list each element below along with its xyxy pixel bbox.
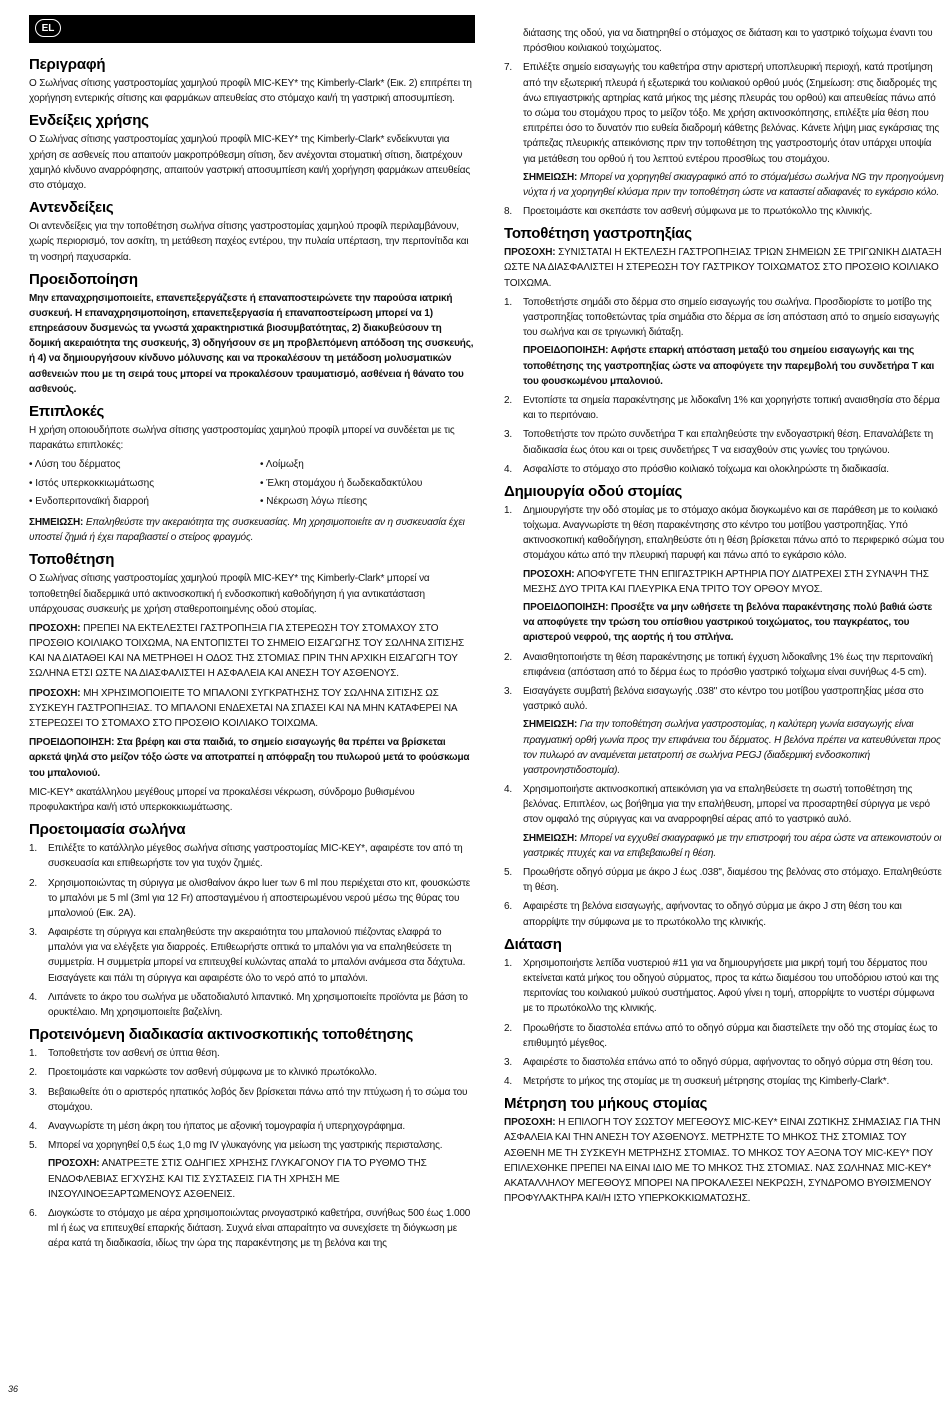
list-item <box>29 1138 475 1202</box>
item-number: 3. <box>504 685 513 697</box>
placement-warning <box>29 735 475 781</box>
item-number: 1. <box>504 296 513 308</box>
warning-text: Προσέξτε να μην ωθήσετε τη βελόνα παρακέντησης πολύ βαθιά ώστε να αποφύγετε την τρώση του οπίσθιου γαστρικού τοιχώματος, του παγκρέατος, του αριστερού νεφρού, της αορτής ή του σπλήνα. <box>523 602 933 644</box>
item-text: Προετοιμάστε και ναρκώστε τον ασθενή σύμφωνα με το κλινικό πρωτόκολλο. <box>48 1067 377 1079</box>
caution-text: ΣΥΝΙΣΤΑΤΑΙ Η ΕΚΤΕΛΕΣΗ ΓΑΣΤΡΟΠΗΞΙΑΣ ΤΡΙΩΝ ΣΗΜΕΙΩΝ ΣΕ ΤΡΙΓΩΝΙΚΗ ΔΙΑΤΑΞΗ ΩΣΤΕ ΝΑ ΔΙΑΣΦΑΛΙΣΤΕΙ Η ΣΤΕΡΕΩΣΗ ΤΟΥ ΓΑΣΤΡΙΚΟΥ ΤΟΙΧΩΜΑΤΟΣ ΣΤΟ ΠΡΟΣΘΙΟ ΚΟΙΛΙΑΚΟ ΤΟΙΧΩΜΑ. <box>504 247 942 289</box>
left-column <box>29 50 475 1255</box>
item-text: Τοποθετήστε σημάδι στο δέρμα στο σημείο εισαγωγής του σωλήνα. Προσδιορίστε το μοτίβο της γαστροπηξίας τοποθετώντας τρία σημάδια στο δέρμα σε ίση απόσταση από το σημείο εισαγωγής του σωλήνα και σε τριγωνική διάταξη. <box>523 296 940 339</box>
item-text: Επιλέξτε σημείο εισαγωγής του καθετήρα στην αριστερή υποπλευρική περιοχή, κατά προτίμηση από την εξωτερική πλευρά ή εξωτερικά του κοιλιακού ορθού μυός (Σημείωση: στις διαδρομές της άνω επιγαστρικής αρτηρίας κατά μήκος της μέσης πλευράς του ορθού) και απευθείας πάνω από το σώμα του στομάχου προς το μείζον τόξο. Με χρήση ακτινοσκόπησης, επιλέξτε μία θέση που επιτρέπει όσο το δυνατόν πιο ευθεία διαδρομή κάθετης βελόνας. Κάνετε λήψη μιας εγκάρσιας της τράπεζας πλευρικής απεικόνισης πριν την τοποθέτηση της γαστροστομής όταν υπάρχει υποψία για μετάθεση του ορθού ή του λεπτού εντέρου προσθίως του στομάχου. <box>523 62 940 165</box>
item-number: 8. <box>504 206 513 218</box>
note-text: Για την τοποθέτηση σωλήνα γαστροστομίας, η καλύτερη γωνία εισαγωγής είναι πραγματική ορθή γωνία προς την επιφάνεια του δέρματος. Η βελόνα πρέπει να κατευθύνεται προς τον πυλωρό αν αναμένεται μετατροπή σε σωλήνα PEGJ (διαδερμική ενδοσκοπική γαστρονηστιδοστομία). <box>523 719 941 776</box>
section-heading-complications: Επιπλοκές <box>29 403 105 420</box>
list-item <box>504 650 946 680</box>
item-number: 5. <box>29 1140 38 1152</box>
note-label: ΣΗΜΕΙΩΣΗ: <box>523 171 578 183</box>
warning-label: ΠΡΟΕΙΔΟΠΟΙΗΣΗ: <box>523 345 609 357</box>
caution-text: ΑΠΟΦΥΓΕΤΕ ΤΗΝ ΕΠΙΓΑΣΤΡΙΚΗ ΑΡΤΗΡΙΑ ΠΟΥ ΔΙΑΤΡΕΧΕΙ ΣΤΗ ΣΥΝΑΨΗ ΤΗΣ ΜΕΣΗΣ ΔΥΟ ΤΡΙΤΑ ΚΑΙ ΠΛΕΥΡΙΚΑ ΕΝΑ ΤΡΙΤΟ ΤΟΥ ΟΡΘΟΥ ΜΥΟΣ. <box>523 568 929 595</box>
list-item <box>504 393 946 423</box>
caution-label: ΠΡΟΣΟΧΗ: <box>504 1117 556 1129</box>
item-text: Επιλέξτε το κατάλληλο μέγεθος σωλήνα σίτισης γαστροστομίας MIC-KEY*, αφαιρέστε τον από τη συσκευασία και επιθεωρήστε τον για τυχόν ζημιές. <box>48 843 463 870</box>
item-number: 1. <box>504 504 513 516</box>
item-text: Τοποθετήστε τον πρώτο συνδετήρα Τ και επαληθεύστε την ενδογαστρική θέση. Επαναλάβετε τη διαδικασία έως ότου και οι τρεις συνδετήρες Τ να εισαχθούν στις γωνίες του τριγώνου. <box>523 429 934 456</box>
warning-text: Μην επαναχρησιμοποιείτε, επανεπεξεργάζεστε ή επαναποστειρώνετε την παρούσα ιατρική συσκευή. Η επαναχρησιμοποίηση, επανεπεξεργασία ή επαναποστείρωση μπορεί να 1) επηρεάσουν δυσμενώς τα γνωστά χαρακτηριστικά βιοσυμβατότητας, 2) διακυβεύσουν τη δομική ακεραιότητα της συσκευής, 3) οδηγήσουν σε μη προβλεπόμενη απόδοση της συσκευής, ή 4) να δημιουργήσουν κίνδυνο μόλυνσης και να προκαλέσουν τη μετάδοση μολυσματικών ασθενειών που με τη σειρά τους μπορεί να προκαλέσουν τραυματισμό, ασθένεια ή θάνατο του ασθενούς. <box>29 292 474 395</box>
placement-caution-2 <box>29 686 475 732</box>
list-item <box>29 841 475 871</box>
note-text: Μπορεί να εγχυθεί σκιαγραφικό με την επιστροφή του αέρα ώστε να απεικονιστούν οι γαστρικές πτυχές και να επιβεβαιωθεί η θέση. <box>523 832 942 859</box>
section-heading-warning: Προειδοποίηση <box>29 270 138 288</box>
item-number: 5. <box>504 867 513 878</box>
list-item <box>504 956 946 1017</box>
warning-label: ΠΡΟΕΙΔΟΠΟΙΗΣΗ: <box>29 737 115 749</box>
item-text: Αφαιρέστε το διαστολέα επάνω από το οδηγό σύρμα, αφήνοντας το οδηγό σύρμα στη θέση του. <box>523 1056 933 1068</box>
list-item <box>504 865 946 895</box>
section-heading-contraindications: Αντενδείξεις <box>29 199 114 217</box>
warning-label: ΠΡΟΕΙΔΟΠΟΙΗΣΗ: <box>523 602 609 613</box>
section-heading-description: Περιγραφή <box>29 56 106 73</box>
item-text: Αφαιρέστε τη βελόνα εισαγωγής, αφήνοντας το οδηγό σύρμα με άκρο J στη θέση του και απορρίψτε την σύμφωνα με το πρωτόκολλο της κλινικής. <box>523 901 902 928</box>
warning-text: Στα βρέφη και στα παιδιά, το σημείο εισαγωγής θα πρέπει να βρίσκεται αρκετά ψηλά στο μείζον τόξο ώστε να αποτραπεί η απόφραξη του πυλωρού μετά το φούσκωμα του μπαλονιού. <box>29 737 470 779</box>
item-number: 2. <box>29 1067 38 1079</box>
list-item <box>29 876 475 922</box>
section-heading-radiologic-procedure: Προτεινόμενη διαδικασία ακτινοσκοπικής τοποθέτησης <box>29 1026 414 1044</box>
stoma-tract-list <box>504 503 946 930</box>
note-label: ΣΗΜΕΙΩΣΗ: <box>523 719 578 731</box>
item-number: 6. <box>504 901 513 913</box>
item-number: 1. <box>29 1048 38 1060</box>
warning-block <box>523 343 946 389</box>
language-badge: EL <box>35 19 61 37</box>
item-number: 3. <box>29 1086 38 1098</box>
complications-intro: Η χρήση οποιουδήποτε σωλήνα σίτισης γαστροστομίας χαμηλού προφίλ μπορεί να συνδέεται με τις παρακάτω επιπλοκές: <box>29 425 455 452</box>
gastropexy-caution <box>504 245 946 291</box>
item-number: 7. <box>504 62 513 74</box>
list-item <box>504 427 946 457</box>
item-text: Χρησιμοποιήστε λεπίδα νυστεριού #11 για να δημιουργήσετε μια μικρή τομή του δέρματος που εκτείνεται κατά μήκος του οδηγού σύρματος, προς τα κάτω διαμέσου του υποδόριου ιστού και της περιτονίας του κοιλιακού μυϊκού συστήματος. Αφού γίνει η τομή, απορρίψτε το νυστέρι σύμφωνα με το πρωτόκολλο της κλινικής. <box>523 957 939 1015</box>
description-text: Ο Σωλήνας σίτισης γαστροστομίας χαμηλού προφίλ MIC-KEY* της Kimberly-Clark* (Εικ. 2) επιτρέπει τη χορήγηση εντερικής σίτισης και φαρμάκων απευθείας στο στόμαχο και/ή τη γαστρική αποσυμπίεση. <box>29 78 472 105</box>
caution-label: ΠΡΟΣΟΧΗ: <box>48 1158 100 1170</box>
placement-caution-1 <box>29 621 475 682</box>
note-label: ΣΗΜΕΙΩΣΗ: <box>29 516 84 528</box>
item-number: 3. <box>29 927 38 939</box>
list-item <box>504 1074 946 1089</box>
item-text: Χρησιμοποιήστε ακτινοσκοπική απεικόνιση για να επαληθεύσετε τη σωστή τοποθέτηση της βελόνας. Επιπλέον, ως βοήθημα για την επαλήθευση, μπορεί να προσαρτηθεί σύριγγα με νερό στον ομφαλό της σύριγγας και να αναρροφηθεί αέρας από το γαστρικό αυλό. <box>523 784 930 826</box>
item-text: Προωθήστε οδηγό σύρμα με άκρο J έως .038", διαμέσου της βελόνας στο στόμαχο. Επαληθεύστε τη θέση. <box>523 867 942 894</box>
item-text: Διογκώστε το στόμαχο με αέρα χρησιμοποιώντας ρινογαστρικό καθετήρα, συνήθως 500 έως 1.000 ml ή έως να επιτευχθεί επαρκής διάταση. Συχνά είναι απαραίτητο να συνεχίσετε τη διόγκωση με αέρα κατά τη διαδικασία, ιδίως την ώρα της παρακέντησης με τη βελόνα και της <box>48 1207 471 1250</box>
item-text: Βεβαιωθείτε ότι ο αριστερός ηπατικός λοβός δεν βρίσκεται πάνω από την πτύχωση ή το σώμα του στομάχου. <box>48 1086 468 1113</box>
list-item: • Λύση του δέρματος <box>29 459 121 471</box>
section-heading-gastropexy: Τοποθέτηση γαστροπηξίας <box>504 225 692 243</box>
caution-text: ΑΝΑΤΡΕΞΤΕ ΣΤΙΣ ΟΔΗΓΙΕΣ ΧΡΗΣΗΣ ΓΛΥΚΑΓΟΝΟΥ ΓΙΑ ΤΟ ΡΥΘΜΟ ΤΗΣ ΕΝΔΟΦΛΕΒΙΑΣ ΕΓΧΥΣΗΣ ΚΑΙ ΤΙΣ ΣΥΣΤΑΣΕΙΣ ΓΙΑ ΤΗ ΧΡΗΣΗ ΜΕ ΙΝΣΟΥΛΙΝΟΕΞΑΡΤΩΜΕΝΟΥΣ ΑΣΘΕΝΕΙΣ. <box>48 1158 427 1200</box>
list-item <box>29 1046 475 1061</box>
item-number: 4. <box>504 784 513 796</box>
list-item <box>29 1119 475 1134</box>
caution-text: ΠΡΕΠΕΙ ΝΑ ΕΚΤΕΛΕΣΤΕΙ ΓΑΣΤΡΟΠΗΞΙΑ ΓΙΑ ΣΤΕΡΕΩΣΗ ΤΟΥ ΣΤΟΜΑΧΟΥ ΣΤΟ ΠΡΟΣΘΙΟ ΚΟΙΛΙΑΚΟ ΤΟΙΧΩΜΑ, ΝΑ ΕΝΤΟΠΙΣΤΕΙ ΤΟ ΣΗΜΕΙΟ ΕΙΣΑΓΩΓΗΣ ΤΟΥ ΣΩΛΗΝΑ ΣΙΤΙΣΗΣ ΚΑΙ ΝΑ ΔΙΑΤΑΘΕΙ ΚΑΙ ΝΑ ΜΕΤΡΗΘΕΙ Η ΟΔΟΣ ΤΗΣ ΣΤΟΜΙΑΣ ΠΡΙΝ ΤΗΝ ΑΡΧΙΚΗ ΕΙΣΑΓΩΓΗ ΤΟΥ ΣΩΛΗΝΑ ΕΤΣΙ ΩΣΤΕ ΝΑ ΔΙΑΣΦΑΛΙΣΤΕΙ Η ΑΣΦΑΛΕΙΑ ΚΑΙ ΑΝΕΣΗ ΤΟΥ ΑΣΘΕΝΟΥΣ. <box>29 622 465 680</box>
list-item <box>504 204 946 219</box>
caution-text: Η ΕΠΙΛΟΓΗ ΤΟΥ ΣΩΣΤΟΥ ΜΕΓΕΘΟΥΣ MIC-KEY* ΕΙΝΑΙ ΖΩΤΙΚΗΣ ΣΗΜΑΣΙΑΣ ΓΙΑ ΤΗΝ ΑΣΦΑΛΕΙΑ ΚΑΙ ΤΗΝ ΑΝΕΣΗ ΤΟΥ ΑΣΘΕΝΟΥΣ. ΜΕΤΡΗΣΤΕ ΤΟ ΜΗΚΟΣ ΤΗΣ ΣΤΟΜΙΑΣ ΤΟΥ ΑΣΘΕΝΗ ΜΕ ΤΗ ΣΥΣΚΕΥΗ ΜΕΤΡΗΣΗΣ ΣΤΟΜΙΑΣ. ΤΟ ΜΗΚΟΣ ΤΟΥ ΑΞΟΝΑ ΤΟΥ MIC-KEY* ΠΟΥ ΕΠΙΛΕΧΘΗΚΕ ΠΡΕΠΕΙ ΝΑ ΕΙΝΑΙ ΙΔΙΟ ΜΕ ΤΟ ΜΗΚΟΣ ΤΗΣ ΣΤΟΜΙΑΣ. ΝΑΣ ΣΩΛΗΝΑΣ MIC-KEY* ΑΚΑΤΑΛΛΗΛΟΥ ΜΕΓΕΘΟΥΣ ΜΠΟΡΕΙ ΝΑ ΠΡΟΚΑΛΕΣΕΙ ΝΕΚΡΩΣΗ, ΣΥΝΔΡΟΜΟ ΒΥΘΙΣΜΕΝΟΥ ΠΡΟΦΥΛΑΚΤΗΡΑ ΚΑΙ/Η ΙΣΤΟ ΥΠΕΡΚΟΚΚΙΩΜΑΤΩΣΗΣ. <box>504 1117 941 1205</box>
right-column <box>504 26 946 1210</box>
list-item <box>29 990 475 1020</box>
dilation-list <box>504 956 946 1090</box>
item-text: Λιπάνετε το άκρο του σωλήνα με υδατοδιαλυτό λιπαντικό. Μη χρησιμοποιείτε προϊόντα με βάση το ορυκτέλαιο. Μη χρησιμοποιείτε βαζελίνη. <box>48 991 468 1018</box>
radiologic-procedure-list <box>29 1046 475 1251</box>
item-text: Τοποθετήστε τον ασθενή σε ύπτια θέση. <box>48 1048 220 1060</box>
placement-text-2: MIC-KEY* ακατάλληλου μεγέθους μπορεί να προκαλέσει νέκρωση, σύνδρομο βυθισμένου προφυλακτήρα και/ή ιστό υπερκοκκιωμάτωσης. <box>29 786 415 813</box>
contraindications-text: Οι αντενδείξεις για την τοποθέτηση σωλήνα σίτισης γαστροστομίας χαμηλού προφίλ περιλαμβάνουν, χωρίς περιορισμό, τον ασκίτη, τη μετάθεση παχέος εντέρου, την πυλαία υπέρταση, την περιτονίτιδα και τη νοσηρή παχυσαρκία. <box>29 221 469 263</box>
note-label: ΣΗΜΕΙΩΣΗ: <box>523 832 578 844</box>
section-heading-placement: Τοποθέτηση <box>29 551 115 569</box>
section-heading-dilation: Διάταση <box>504 935 562 953</box>
note-block <box>523 170 946 200</box>
caution-text: ΜΗ ΧΡΗΣΙΜΟΠΟΙΕΙΤΕ ΤΟ ΜΠΑΛΟΝΙ ΣΥΓΚΡΑΤΗΣΗΣ ΤΟΥ ΣΩΛΗΝΑ ΣΙΤΙΣΗΣ ΩΣ ΣΥΣΚΕΥΗ ΓΑΣΤΡΟΠΗΞΙΑΣ. ΤΟ ΜΠΑΛΟΝΙ ΕΝΔΕΧΕΤΑΙ ΝΑ ΣΠΑΣΕΙ ΚΑΙ ΝΑ ΜΗΝ ΚΑΤΑΦΕΡΕΙ ΝΑ ΣΤΕΡΕΩΣΕΙ ΤΟ ΣΤΟΜΑΧΟ ΣΤΟ ΠΡΟΣΘΙΟ ΚΟΙΛΙΑΚΟ ΤΟΙΧΩΜΑ. <box>29 687 457 729</box>
caution-label: ΠΡΟΣΟΧΗ: <box>504 247 556 259</box>
item-number: 4. <box>504 1076 513 1088</box>
list-item <box>29 1206 475 1252</box>
list-item <box>504 295 946 389</box>
list-item: • Ενδοπεριτοναϊκή διαρροή <box>29 495 149 507</box>
item-number: 2. <box>504 651 513 663</box>
item-number: 6. <box>29 1207 38 1219</box>
item-number: 4. <box>504 463 513 475</box>
list-item <box>504 462 946 477</box>
item-number: 2. <box>504 394 513 406</box>
caution-block <box>48 1156 475 1202</box>
list-item: • Λοίμωξη <box>260 459 304 471</box>
note-text: Επαληθεύστε την ακεραιότητα της συσκευασίας. Μη χρησιμοποιείτε αν η συσκευασία έχει υποστεί ζημιά ή έχει παραβιαστεί ο στείρος φραγμός. <box>29 516 465 544</box>
radiologic-procedure-list-continued <box>504 26 946 219</box>
list-item <box>504 684 946 778</box>
item-text: Ασφαλίστε το στόμαχο στο πρόσθιο κοιλιακό τοίχωμα και ολοκληρώστε τη διαδικασία. <box>523 463 889 475</box>
tube-prep-list <box>29 841 475 1020</box>
note-block <box>523 717 946 778</box>
item-number: 3. <box>504 429 513 441</box>
section-heading-tube-prep: Προετοιμασία σωλήνα <box>29 821 186 839</box>
item-number: 4. <box>29 991 38 1003</box>
note-text: Μπορεί να χορηγηθεί σκιαγραφικό από το στόμα/μέσω σωλήνα NG την προηγούμενη νύχτα ή να χορηγηθεί κλύσμα πριν την τοποθέτηση ώστε να καταστεί αδιαφανές το εγκάρσιο κόλο. <box>523 171 944 198</box>
placement-text: Ο Σωλήνας σίτισης γαστροστομίας χαμηλού προφίλ MIC-KEY* της Kimberly-Clark* μπορεί να τοποθετηθεί διαδερμικά υπό ακτινοσκοπική ή ενδοσκοπική καθοδήγηση ή για αντικατάσταση υπάρχουσας συσκευής με χρήση σταθεροποιημένης οδού στομίας. <box>29 573 430 615</box>
list-item: • Έλκη στομάχου ή δωδεκαδακτύλου <box>260 477 423 489</box>
list-item <box>29 1085 475 1115</box>
item-text: Αναισθητοποιήστε τη θέση παρακέντησης με τοπική έγχυση λιδοκαΐνης 1% έως την περιτοναϊκή επιφάνεια (απόσταση από το δέρμα έως το πρόσθιο γαστρικό τοίχωμα είναι συνήθως 4-5 cm). <box>523 651 933 678</box>
item-text: Προετοιμάστε και σκεπάστε τον ασθενή σύμφωνα με το πρωτόκολλο της κλινικής. <box>523 206 873 218</box>
gastropexy-list <box>504 295 946 477</box>
language-header-bar <box>29 15 475 43</box>
item-number: 3. <box>504 1056 513 1068</box>
indications-text: Ο Σωλήνας σίτισης γαστροστομίας χαμηλού προφίλ MIC-KEY* της Kimberly-Clark* ενδείκνυται για χρήση σε ασθενείς που απαιτούν μακροπρόθεσμη σίτιση, δεν ανέχονται στοματική σίτιση, διατρέχουν χαμηλό κίνδυνο αναρρόφησης, απαιτούν γαστρική αποσυμπίεση και/ή χορήγηση φαρμάκων απευθείας στο στόμαχο. <box>29 134 471 191</box>
item-text: Εισαγάγετε συμβατή βελόνα εισαγωγής .038" στο κέντρο του μοτίβου γαστροπηξίας μέσα στο γαστρικό αυλό. <box>523 685 924 713</box>
note-block <box>523 831 946 861</box>
list-item: • Ιστός υπερκοκκιωμάτωσης <box>29 477 155 489</box>
complications-note <box>29 515 475 545</box>
caution-label: ΠΡΟΣΟΧΗ: <box>29 622 81 634</box>
list-item <box>504 782 946 861</box>
item-text: Αναγνωρίστε τη μέση άκρη του ήπατος με αξονική τομογραφία ή υπερηχογράφημα. <box>48 1120 405 1132</box>
item-text: Μετρήστε το μήκος της στομίας με τη συσκευή μέτρησης στομίας της Kimberly-Clark*. <box>523 1076 890 1088</box>
list-item <box>504 899 946 929</box>
section-heading-stoma-tract: Δημιουργία οδού στομίας <box>504 482 683 500</box>
list-item <box>29 1065 475 1080</box>
section-heading-stoma-measurement: Μέτρηση του μήκους στομίας <box>504 1095 708 1113</box>
section-heading-indications: Ενδείξεις χρήσης <box>29 112 149 130</box>
list-item <box>504 1021 946 1051</box>
item-text: Δημιουργήστε την οδό στομίας με το στόμαχο ακόμα διογκωμένο και σε παράθεση με το κοιλιακό τοίχωμα. Αναγνωρίστε τη θέση παρακέντησης στο κέντρο του μοτίβου γαστροπηξίας. Υπό ακτινοσκοπική καθοδήγηση, επαληθεύστε ότι η θέση βρίσκεται πάνω από το περιφερικό σώμα του στομάχου κάτω από την πλευρική παρυφή και πάνω από το εγκάρσιο κόλο. <box>523 504 945 562</box>
warning-text: Αφήστε επαρκή απόσταση μεταξύ του σημείου εισαγωγής και της τοποθέτησης της γαστροπηξίας ώστε να αποφύγετε την παρεμβολή του συνδετήρα Τ και του φουσκωμένου μπαλονιού. <box>523 345 935 387</box>
item-number: 4. <box>29 1120 38 1132</box>
list-item <box>504 26 946 56</box>
item-number: 1. <box>29 843 38 855</box>
item-number: 2. <box>29 877 38 889</box>
list-item <box>504 503 946 646</box>
caution-label: ΠΡΟΣΟΧΗ: <box>29 687 81 699</box>
caution-block <box>523 567 946 597</box>
item-text: Αφαιρέστε τη σύριγγα και επαληθεύστε την ακεραιότητα του μπαλονιού πιέζοντας ελαφρά το μπαλόνι για να ελέγξετε για διαρροές. Επιθεωρήστε οπτικά το μπαλόνι για να επαληθεύσετε τη συμμετρία. Η συμμετρία μπορεί να επιτευχθεί κυλώντας απαλά το μπαλόνι ανάμεσα στα δάχτυλα. Εισαγάγετε και πάλι τη σύριγγα και αφαιρέστε όλο το νερό από το μπαλόνι. <box>48 927 466 984</box>
item-text: Μπορεί να χορηγηθεί 0,5 έως 1,0 mg IV γλυκαγόνης για μείωση της γαστρικής περισταλσης. <box>48 1140 443 1152</box>
list-item <box>504 60 946 200</box>
warning-block <box>523 600 946 646</box>
item-number: 1. <box>504 957 513 969</box>
caution-label: ΠΡΟΣΟΧΗ: <box>523 568 575 580</box>
measurement-caution <box>504 1115 946 1206</box>
item-text: Εντοπίστε τα σημεία παρακέντησης με λιδοκαΐνη 1% και χορηγήστε τοπική αναισθησία στο δέρμα και το περιτόναιο. <box>523 394 940 422</box>
item-text: Χρησιμοποιώντας τη σύριγγα με ολισθαίνον άκρο luer των 6 ml που περιέχεται στο κιτ, φουσκώστε το μπαλόνι με 5 ml (3ml για 12 Fr) αποσταγμένου ή αποστειρωμένου νερού μέσω της θύρας του μπαλονιού (Εικ. 2Α). <box>48 877 471 919</box>
complications-list <box>29 457 475 512</box>
list-item <box>504 1055 946 1070</box>
page-number: 36 <box>8 1384 19 1394</box>
list-item: • Νέκρωση λόγω πίεσης <box>260 495 368 507</box>
item-number: 2. <box>504 1022 513 1034</box>
item-text: διάτασης της οδού, για να διατηρηθεί ο στόμαχος σε διάταση και το γαστρικό τοίχωμα έναντι του πρόσθιου κοιλιακού τοιχώματος. <box>523 28 933 55</box>
item-text: Προωθήστε το διαστολέα επάνω από το οδηγό σύρμα και διαστείλετε την οδό της στομίας έως το επιθυμητό μέγεθος. <box>523 1022 938 1049</box>
list-item <box>29 925 475 986</box>
